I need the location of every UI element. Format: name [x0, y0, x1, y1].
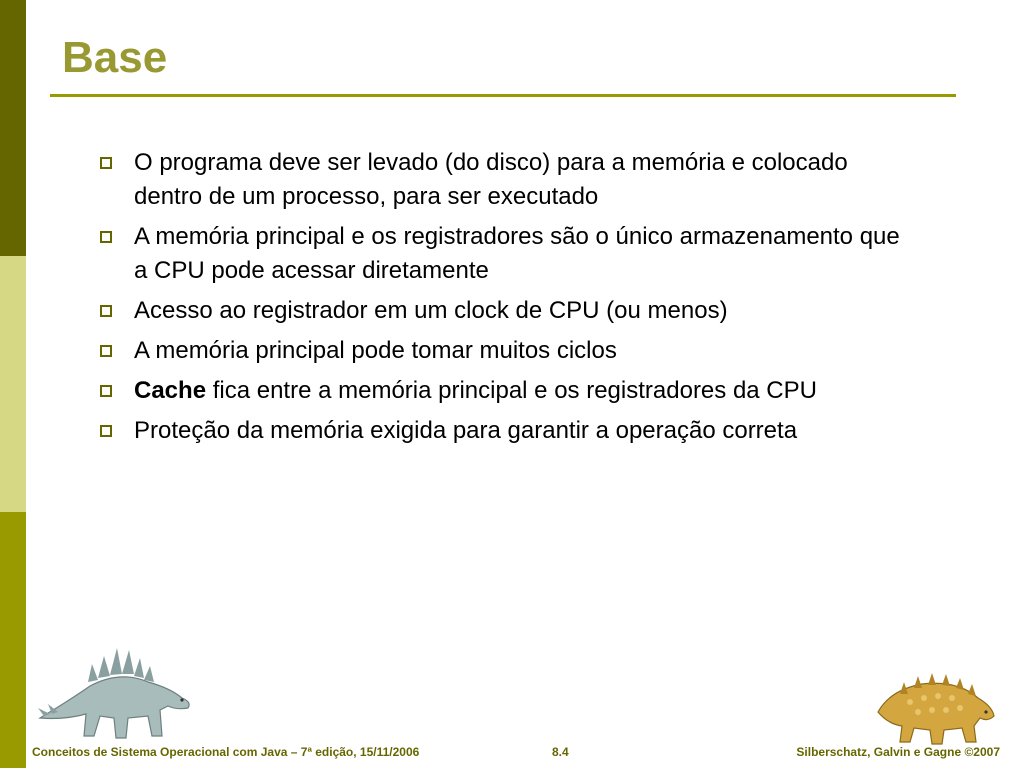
hollow-square-bullet-icon	[100, 157, 112, 169]
bullet-text: A memória principal pode tomar muitos ciclos	[134, 337, 617, 364]
footer-copyright: Silberschatz, Galvin e Gagne ©2007	[796, 745, 1000, 759]
bullet-item	[96, 220, 916, 288]
bullet-item	[96, 146, 916, 214]
hollow-square-bullet-icon	[100, 345, 112, 357]
bullet-text: Proteção da memória exigida para garantir a operação correta	[134, 417, 798, 444]
hollow-square-bullet-icon	[100, 231, 112, 243]
bullet-item	[96, 334, 916, 368]
hollow-square-bullet-icon	[100, 425, 112, 437]
bullet-text: fica entre a memória principal e os registradores da CPU	[206, 377, 817, 404]
bullet-text: A memória principal e os registradores são o único armazenamento que a CPU pode acessar diretamente	[134, 223, 900, 284]
title-divider	[50, 94, 956, 97]
side-bar-top	[0, 0, 26, 256]
footer-book-info: Conceitos de Sistema Operacional com Java – 7ª edição, 15/11/2006	[32, 745, 420, 759]
bullet-item	[96, 374, 916, 408]
footer-page-number: 8.4	[552, 745, 569, 759]
bullet-list	[96, 146, 916, 454]
bullet-text: O programa deve ser levado (do disco) para a memória e colocado dentro de um processo, para ser executado	[134, 149, 848, 210]
bullet-bold-text: Cache	[134, 377, 207, 404]
bullet-item	[96, 294, 916, 328]
hollow-square-bullet-icon	[100, 305, 112, 317]
hollow-square-bullet-icon	[100, 385, 112, 397]
bullet-item	[96, 414, 916, 448]
side-bar-bottom	[0, 512, 26, 768]
ankylosaurus-icon	[870, 668, 1000, 746]
side-bar-middle	[0, 256, 26, 512]
slide-title: Base	[62, 33, 168, 82]
bullet-text: Acesso ao registrador em um clock de CPU (ou menos)	[134, 297, 728, 324]
stegosaurus-icon	[30, 640, 200, 745]
